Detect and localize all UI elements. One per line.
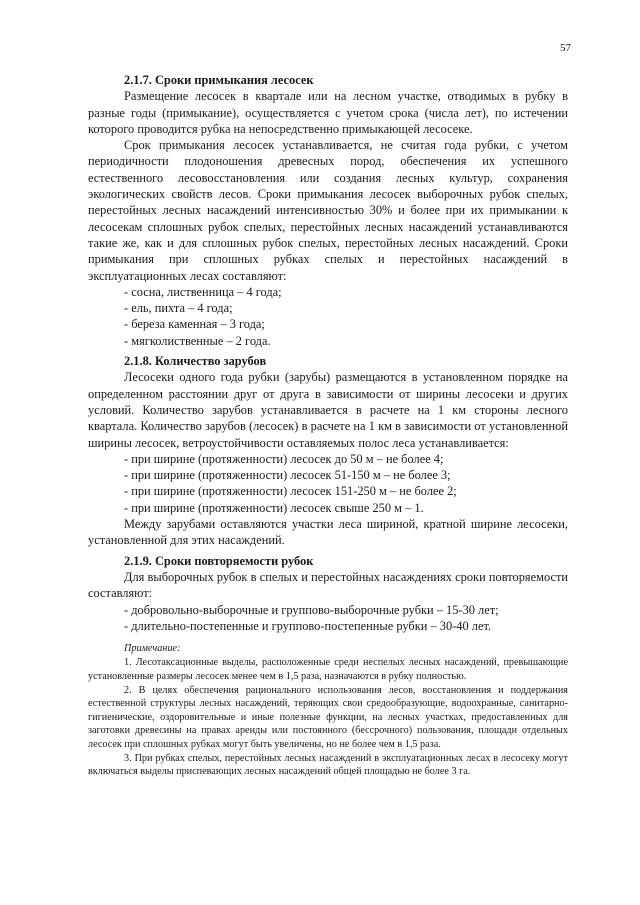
- page-number: 57: [560, 42, 571, 54]
- paragraph: Срок примыкания лесосек устанавливается, не считая года рубки, с учетом периодичности плодоношения древесных пород, обеспечения их успешного естественного лесовосстановления или создания лесных культур, сохранения экологических свойств лесов. Сроки примыкания лесосек выборочных рубок спелых, перестойных лесных насаждений интенсивностью 30% и более при их примыкании к лесосекам сплошных рубок спелых, перестойных лесных насаждений устанавливаются такие же, как и для сплошных рубок спелых, перестойных лесных насаждений. Сроки примыкания при сплошных рубках спелых и перестойных насаждений в эксплуатационных лесах составляют:: [88, 138, 568, 283]
- list-item: - при ширине (протяженности) лесосек до 50 м – не более 4;: [124, 451, 444, 466]
- note-item: 3. При рубках спелых, перестойных лесных насаждений в эксплуатационных лесах в лесосеку могут включаться выделы приспевающих лесных насаждений общей площадью не более 3 га.: [88, 752, 568, 778]
- list-item: - сосна, лиственница – 4 года;: [124, 284, 282, 299]
- list-item: - длительно-постепенные и группово-постепенные рубки – 30-40 лет.: [124, 618, 492, 633]
- list-item: - добровольно-выборочные и группово-выборочные рубки – 15-30 лет;: [124, 602, 499, 617]
- paragraph: Размещение лесосек в квартале или на лесном участке, отводимых в рубку в разные годы (примыкание), осуществляется с учетом срока (числа лет), по истечении которого проводится рубка на непосредственно примыкающей лесосеке.: [88, 89, 568, 136]
- list-item: - ель, пихта – 4 года;: [124, 301, 233, 316]
- paragraph: Лесосеки одного года рубки (зарубы) размещаются в установленном порядке на определенном расстоянии друг от друга в зависимости от ширины лесосеки и других условий. Количество зарубов устанавливается в расчете на 1 км стороны лесного квартала. Количество зарубов (лесосек) в расчете на 1 км в зависимости от установленной ширины лесосек, ветроустойчивости оставляемых полос леса устанавливается:: [88, 370, 568, 450]
- section-heading: 2.1.9. Сроки повторяемости рубок: [124, 553, 314, 568]
- list-item: - при ширине (протяженности) лесосек свыше 250 м – 1.: [124, 500, 424, 515]
- note-item: 1. Лесотаксационные выделы, расположенные среди неспелых лесных насаждений, превышающие установленные размеры лесосек менее чем в 1,5 раза, назначаются в рубку полностью.: [88, 657, 568, 682]
- section-heading: 2.1.7. Сроки примыкания лесосек: [124, 73, 314, 87]
- list-item: - при ширине (протяженности) лесосек 51-150 м – не более 3;: [124, 468, 451, 483]
- list-item: - при ширине (протяженности) лесосек 151-250 м – не более 2;: [124, 484, 457, 499]
- paragraph: Между зарубами оставляются участки леса шириной, кратной ширине лесосеки, установленной для этих насаждений.: [88, 517, 568, 548]
- list-item: - мягколиственные – 2 года.: [124, 333, 271, 348]
- list-item: - береза каменная – 3 года;: [124, 317, 265, 332]
- page-content: [88, 72, 568, 780]
- paragraph: Для выборочных рубок в спелых и перестойных насаждениях сроки повторяемости составляют:: [88, 569, 568, 601]
- note-title: Примечание:: [124, 643, 181, 655]
- section-heading: 2.1.8. Количество зарубов: [124, 354, 267, 369]
- note-item: 2. В целях обеспечения рационального использования лесов, восстановления и поддержания естественной структуры лесных насаждений, теряющих свои средообразующие, водоохранные, санитарно-гигиенические, оздоровительные и иные полезные функции, на лесных участках, предоставленных для заготовки древесины на правах аренды или постоянного (бессрочного) пользования, площади отдельных лесосек при сплошных рубках могут быть увеличены, но не более чем в 1,5 раза.: [88, 684, 568, 750]
